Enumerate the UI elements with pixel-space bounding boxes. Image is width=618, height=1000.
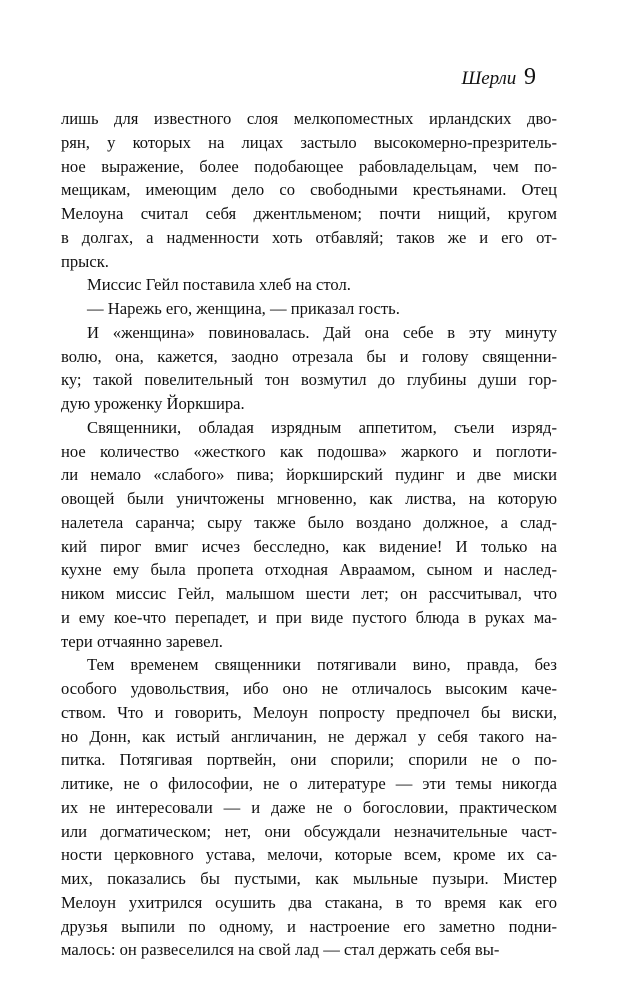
text-line: Мелоун ухитрился осушить два стакана, в то время как его [61,892,557,912]
text-line: овощей были уничтожены мгновенно, как листва, на которую [61,489,557,508]
text-line: Миссис Гейл поставила хлеб на стол. [87,275,351,295]
text-line: рян, у которых на лицах застыло высокомерно-презритель- [61,132,557,152]
text-line: ности церковного устава, мелочи, которые всем, кроме их са- [61,845,557,865]
paragraph [61,297,557,321]
text-line: ное выражение, более подобающее рабовладельцам, чем по- [61,156,557,176]
text-line: кий пирог вмиг исчез бесследно, как видение! И только на [61,536,557,556]
paragraph [61,107,557,273]
text-line: литике, не о философии, не о литературе — эти темы никогда [61,774,557,793]
text-line: друзья выпили по одному, и настроение его заметно подни- [61,916,557,936]
text-line: их не интересовали — и даже не о богословии, практическом [61,797,557,817]
paragraph [61,321,557,416]
text-line: — Нарежь его, женщина, — приказал гость. [87,299,400,318]
paragraph [61,416,557,654]
text-line: ное количество «жесткого как подошва» жаркого и поглоти- [61,441,557,461]
paragraph [61,273,557,297]
text-line: питка. Потягивая портвейн, они спорили; спорили не о по- [61,750,557,770]
text-line: И «женщина» повиновалась. Дай она себе в эту минуту [87,322,557,342]
text-line: Тем временем священники потягивали вино, правда, без [87,655,557,675]
text-line: но Донн, как истый англичанин, не держал у себя такого на- [61,726,557,746]
running-title: Шерли [461,68,517,89]
text-line: лишь для известного слоя мелкопоместных ирландских дво- [61,109,557,128]
text-line: налетела саранча; сыру также было воздано должное, а слад- [61,512,557,532]
text-line: ником миссис Гейл, малышом шести лет; он рассчитывал, что [61,584,557,603]
text-line: ли немало «слабого» пива; йоркширский пудинг и две миски [61,465,557,485]
body-text [61,107,557,962]
text-line: в долгах, а надменности хоть отбавляй; таков же и его от- [61,227,557,247]
text-line: и ему кое-что перепадет, и при виде пустого блюда в руках ма- [61,607,557,627]
text-line: тери отчаянно заревел. [61,631,223,651]
text-line: особого удовольствия, ибо оно не отличалось высоким каче- [61,679,557,698]
text-line: волю, она, кажется, заодно отрезала бы и голову священни- [61,346,557,366]
text-line: кухне ему была пропета отходная Авраамом, сыном и наслед- [61,560,557,580]
running-head [461,64,536,91]
text-line: малось: он развеселился на свой лад — стал держать себя вы- [61,940,500,960]
text-line: Священники, обладая изрядным аппетитом, съели изряд- [87,417,557,437]
text-line: прыск. [61,251,109,271]
text-line: или догматическом; нет, они обсуждали незначительные част- [61,821,557,841]
text-line: дую уроженку Йоркшира. [61,394,245,413]
page-number: 9 [524,64,536,90]
text-line: мих, показались бы пустыми, как мыльные пузыри. Мистер [61,869,557,888]
paragraph [61,653,557,962]
text-line: мещикам, имеющим дело со свободными крестьянами. Отец [61,180,557,200]
text-line: Мелоуна считал себя джентльменом; почти нищий, кругом [61,204,557,223]
text-line: ством. Что и говорить, Мелоун попросту предпочел бы виски, [61,702,557,722]
text-line: ку; такой повелительный тон возмутил до глубины души гор- [61,370,557,390]
